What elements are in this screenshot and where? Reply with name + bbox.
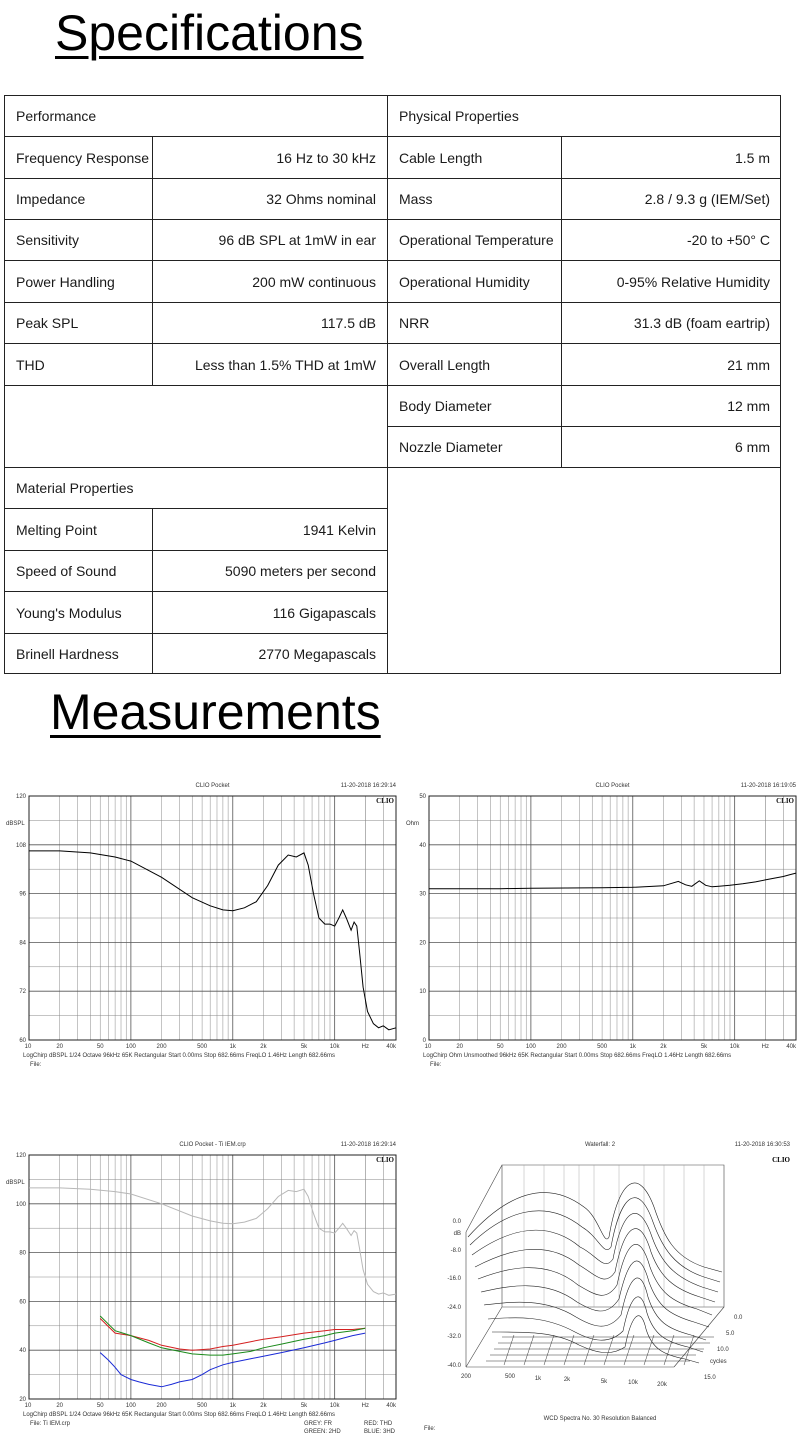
x-tick-label: 1k <box>229 1403 236 1409</box>
x-tick-label: 5k <box>300 1403 308 1409</box>
x-tick-label: 10 <box>24 1403 32 1409</box>
x-tick-label: 5k <box>700 1044 708 1050</box>
x-tick-label: 200 <box>156 1403 167 1409</box>
chart-timestamp: 11-20-2018 16:29:14 <box>340 783 396 789</box>
cycles-label: 15.0 <box>704 1375 716 1381</box>
chart-file-label: File: Ti IEM.crp <box>30 1421 71 1427</box>
spec-label: THD <box>16 356 45 373</box>
z-axis-label: dB <box>453 1231 461 1237</box>
x-tick-label: 2k <box>260 1044 267 1050</box>
spec-label: Mass <box>399 191 433 207</box>
spec-value: 5090 meters per second <box>225 563 376 579</box>
x-tick-label: 50 <box>496 1044 504 1050</box>
x-tick-label: 40k <box>386 1044 396 1050</box>
spec-value: 1.5 m <box>734 149 770 166</box>
spec-value: 2770 Megapascals <box>258 646 376 662</box>
x-tick-label: 20 <box>56 1403 64 1409</box>
spec-label: Frequency Response <box>16 149 150 166</box>
spec-label: Cable Length <box>399 149 483 166</box>
y-tick-label: 72 <box>19 989 26 996</box>
x-tick-label: Hz <box>361 1403 370 1409</box>
z-axis-label: -8.0 <box>450 1248 461 1254</box>
spec-value: 0-95% Relative Humidity <box>616 273 770 290</box>
x-tick-label: 1k <box>629 1044 636 1050</box>
clio-logo: CLIO <box>376 1156 394 1164</box>
chart-svg <box>4 1137 400 1437</box>
x-axis-label: 1k <box>534 1376 542 1382</box>
x-tick-label: 100 <box>525 1044 536 1050</box>
y-tick-label: 120 <box>15 794 26 800</box>
x-tick-label: 10k <box>329 1044 340 1050</box>
y-tick-label: 108 <box>15 842 26 849</box>
x-tick-label: 100 <box>125 1044 136 1050</box>
z-axis-label: -32.0 <box>447 1334 461 1340</box>
spec-label: Brinell Hardness <box>16 646 119 662</box>
spec-value: 21 mm <box>727 356 770 373</box>
chart-title: CLIO Pocket <box>195 783 230 789</box>
spec-value: 31.3 dB (foam eartrip) <box>633 315 770 331</box>
spec-value: 116 Gigapascals <box>272 604 376 621</box>
chart-timestamp: 11-20-2018 16:19:05 <box>740 783 796 789</box>
cycles-label: cycles <box>710 1359 727 1365</box>
clio-logo: CLIO <box>376 797 394 805</box>
z-axis-label: -24.0 <box>447 1305 461 1311</box>
series-line-0 <box>429 873 796 889</box>
x-axis-label: 5k <box>600 1379 608 1385</box>
chart-svg <box>404 778 800 1078</box>
y-tick-label: 0 <box>422 1038 426 1044</box>
chart-footer: LogChirp Ohm Unsmoothed 96kHz 65K Rectangular Start 0.00ms Stop 682.66ms FreqLO 1.46Hz Length 682.66ms <box>423 1053 732 1059</box>
spec-label: Sensitivity <box>16 232 80 248</box>
y-tick-label: 84 <box>19 940 26 947</box>
x-tick-label: 20 <box>456 1044 464 1050</box>
z-axis-label: 0.0 <box>452 1219 461 1225</box>
x-tick-label: 500 <box>597 1044 608 1050</box>
spec-value: 117.5 dB <box>320 315 376 331</box>
material-title: Material Properties <box>16 480 134 496</box>
specifications-heading: Specifications <box>55 5 364 61</box>
spec-value: 12 mm <box>727 398 770 414</box>
chart-file-label: File: <box>30 1062 42 1068</box>
spec-value: 16 Hz to 30 kHz <box>276 149 376 166</box>
cycles-label: 10.0 <box>717 1347 729 1353</box>
waterfall-svg <box>404 1137 800 1437</box>
x-tick-label: 100 <box>125 1403 136 1409</box>
spec-label: NRR <box>399 315 430 331</box>
waterfall-frame <box>466 1165 724 1367</box>
z-axis-label: -40.0 <box>447 1363 461 1369</box>
x-tick-label: 2k <box>660 1044 667 1050</box>
chart-svg <box>4 778 400 1078</box>
spec-label: Overall Length <box>399 356 491 373</box>
spec-value: 1941 Kelvin <box>302 521 376 538</box>
waterfall-gridlines <box>524 1165 704 1307</box>
y-axis-label: Ohm <box>406 820 420 827</box>
y-tick-label: 60 <box>19 1038 26 1044</box>
y-tick-label: 50 <box>419 794 426 800</box>
waterfall-chart <box>404 1137 800 1437</box>
x-tick-label: 10 <box>24 1044 32 1050</box>
spec-value: -20 to +50° C <box>686 232 770 248</box>
specifications-table <box>4 95 781 674</box>
y-tick-label: 20 <box>19 1397 26 1403</box>
spec-value: 32 Ohms nominal <box>266 191 376 207</box>
x-axis-label: 20k <box>657 1382 667 1388</box>
physical-title: Physical Properties <box>399 108 519 124</box>
spec-label: Speed of Sound <box>16 563 117 579</box>
performance-title: Performance <box>16 108 97 124</box>
y-tick-label: 80 <box>19 1250 26 1257</box>
chart-title: CLIO Pocket <box>595 783 630 789</box>
x-tick-label: Hz <box>361 1044 370 1050</box>
y-tick-label: 30 <box>419 891 426 898</box>
spec-value: 6 mm <box>735 439 770 455</box>
x-tick-label: 10k <box>729 1044 740 1050</box>
spec-value: 200 mW continuous <box>252 273 376 290</box>
legend-grey: GREY: FR <box>304 1421 333 1427</box>
x-tick-label: 20 <box>56 1044 64 1050</box>
series-line-0 <box>29 851 396 1030</box>
frequency-response-chart <box>4 778 400 1078</box>
x-axis-label: 2k <box>563 1377 571 1383</box>
y-axis-label: dBSPL <box>6 1179 25 1186</box>
chart-footer: LogChirp dBSPL 1/24 Octave 96kHz 65K Rectangular Start 0.00ms Stop 682.66ms FreqLO 1.46Hz Length 682.66ms <box>23 1412 335 1418</box>
chart-title: CLIO Pocket - Ti IEM.crp <box>179 1142 246 1148</box>
waterfall-file-label: File: <box>424 1426 436 1432</box>
cycles-label: 0.0 <box>734 1315 743 1321</box>
spec-label: Impedance <box>16 191 86 207</box>
spec-label: Nozzle Diameter <box>399 439 503 455</box>
spec-label: Young's Modulus <box>16 604 122 621</box>
x-tick-label: 10 <box>424 1044 432 1050</box>
impedance-chart <box>404 778 800 1078</box>
z-axis-label: -16.0 <box>447 1276 461 1282</box>
legend-red: RED: THD <box>364 1421 393 1427</box>
x-tick-label: 5k <box>300 1044 308 1050</box>
spec-label: Power Handling <box>16 273 115 290</box>
y-tick-label: 10 <box>419 989 426 996</box>
spec-label: Operational Temperature <box>399 232 554 248</box>
x-axis-label: 500 <box>504 1374 516 1380</box>
x-tick-label: 50 <box>96 1403 104 1409</box>
spec-value: 96 dB SPL at 1mW in ear <box>218 232 376 248</box>
x-tick-label: 500 <box>197 1403 208 1409</box>
x-tick-label: 2k <box>260 1403 267 1409</box>
y-tick-label: 20 <box>419 940 426 947</box>
distortion-chart <box>4 1137 400 1437</box>
spec-value: Less than 1.5% THD at 1mW <box>194 356 376 373</box>
x-tick-label: 500 <box>197 1044 208 1050</box>
spec-label: Operational Humidity <box>399 273 530 290</box>
y-tick-label: 40 <box>419 842 426 849</box>
x-tick-label: 1k <box>229 1044 236 1050</box>
clio-logo: CLIO <box>776 797 794 805</box>
waterfall-title: Waterfall: 2 <box>584 1142 616 1148</box>
x-tick-label: 50 <box>96 1044 104 1050</box>
cycles-label: 5.0 <box>726 1331 735 1337</box>
x-tick-label: 10k <box>329 1403 340 1409</box>
spec-label: Body Diameter <box>399 398 492 414</box>
x-tick-label: 200 <box>556 1044 567 1050</box>
y-tick-label: 100 <box>15 1201 26 1208</box>
y-tick-label: 60 <box>19 1299 26 1306</box>
x-tick-label: Hz <box>761 1044 770 1050</box>
legend-blue: BLUE: 3HD <box>364 1429 396 1435</box>
x-axis-label: 200 <box>460 1374 472 1380</box>
y-axis-label: dBSPL <box>6 820 25 827</box>
spec-label: Melting Point <box>16 521 97 538</box>
chart-footer: LogChirp dBSPL 1/24 Octave 96kHz 65K Rectangular Start 0.00ms Stop 682.66ms FreqLO 1.46Hz Length 682.66ms <box>23 1053 335 1059</box>
chart-timestamp: 11-20-2018 16:29:14 <box>340 1142 396 1148</box>
clio-logo: CLIO <box>772 1156 790 1164</box>
legend-green: GREEN: 2HD <box>304 1429 341 1435</box>
y-tick-label: 40 <box>19 1348 26 1355</box>
x-tick-label: 40k <box>786 1044 796 1050</box>
waterfall-timestamp: 11-20-2018 16:30:53 <box>734 1142 790 1148</box>
spec-value: 2.8 / 9.3 g (IEM/Set) <box>644 191 770 207</box>
y-tick-label: 96 <box>19 891 26 898</box>
chart-file-label: File: <box>430 1062 442 1068</box>
waterfall-footer: WCD Spectra No. 30 Resolution Balanced <box>543 1416 657 1422</box>
x-tick-label: 200 <box>156 1044 167 1050</box>
measurements-heading: Measurements <box>50 684 381 740</box>
y-tick-label: 120 <box>15 1153 26 1159</box>
spec-label: Peak SPL <box>16 315 79 331</box>
x-axis-label: 10k <box>628 1380 638 1386</box>
x-tick-label: 40k <box>386 1403 396 1409</box>
